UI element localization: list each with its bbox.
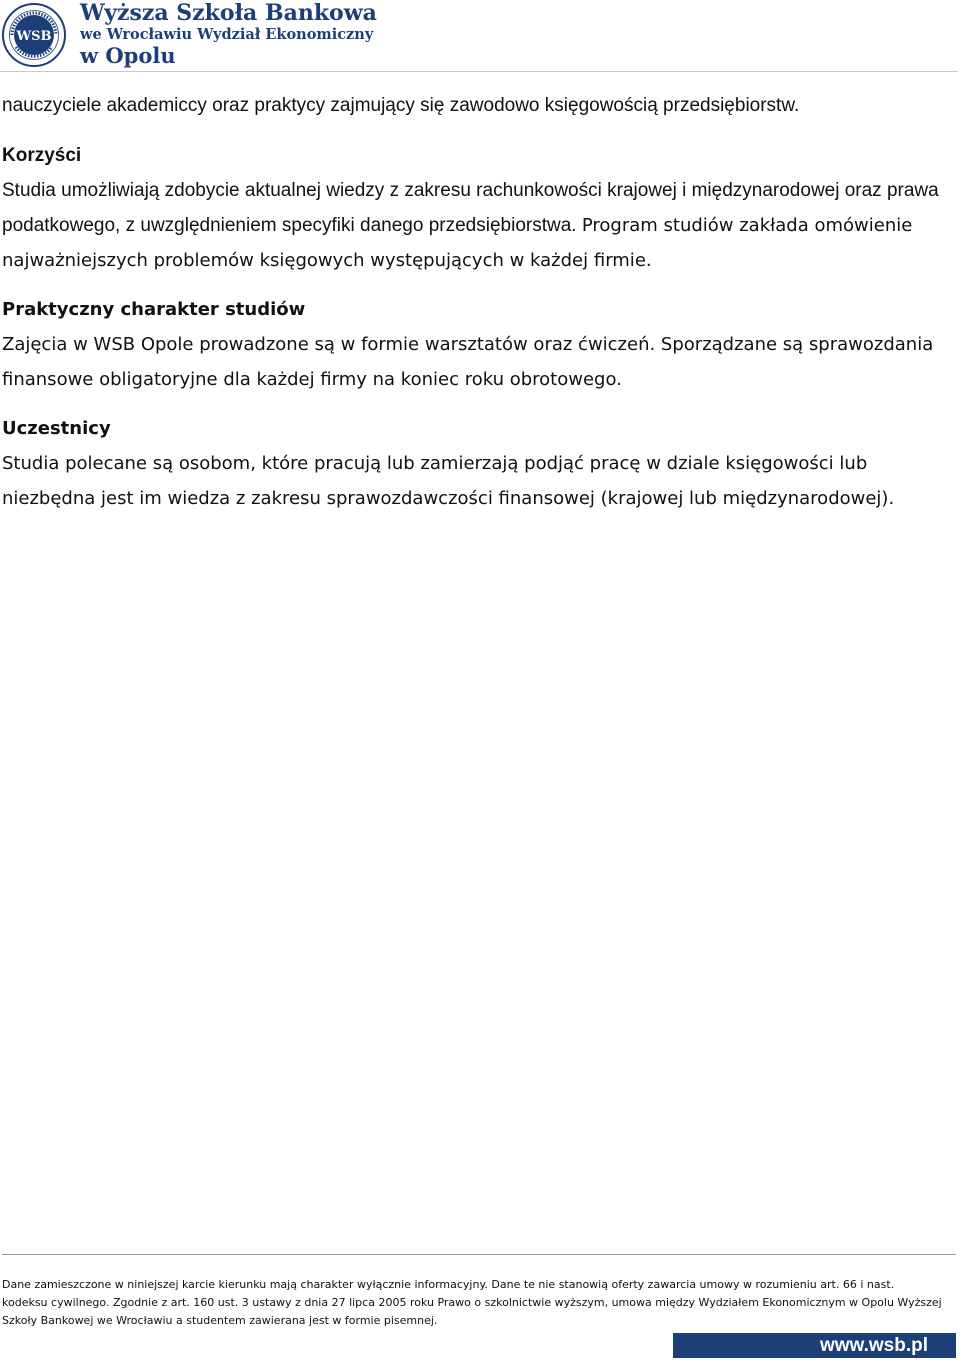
brand-line-2: we Wrocławiu Wydział Ekonomiczny	[80, 26, 374, 43]
section-heading-korzysci: Korzyści	[2, 145, 82, 166]
brand-line-3: w Opolu	[80, 43, 176, 68]
section-body-korzysci-part1: Studia umożliwiają zdobycie aktualnej wiedzy z zakresu rachunkowości krajowej i międzynarodowej oraz prawa podatkowego, z uwzględnieniem specyfiki danego przedsiębiorstwa.	[2, 180, 939, 236]
footer-disclaimer: Dane zamieszczone w niniejszej karcie kierunku mają charakter wyłącznie informacyjny. Dane te nie stanowią oferty zawarcia umowy w rozumieniu art. 66 i nast. kodeksu cywilnego. Zgodnie z art. 160 ust. 3 ustawy z dnia 27 lipca 2005 roku Prawo o szkolnictwie wyższym, umowa między Wydziałem Ekonomicznym w Opolu Wyższej Szkoły Bankowej we Wrocławiu a studentem zawierana jest w formie pisemnej.	[2, 1278, 942, 1327]
section-heading-praktyczny: Praktyczny charakter studiów	[2, 299, 306, 320]
section-heading-uczestnicy: Uczestnicy	[2, 418, 111, 439]
section-body-korzysci	[2, 173, 956, 278]
section-body-praktyczny: Zajęcia w WSB Opole prowadzone są w formie warsztatów oraz ćwiczeń. Sporządzane są sprawozdania finansowe obligatoryjne dla każdej firmy na koniec roku obrotowego.	[2, 334, 934, 390]
section-body-korzysci-part2: Program studiów zakłada omówienie najważniejszych problemów księgowych występujących w każdej firmie.	[2, 215, 913, 271]
header-divider	[0, 71, 958, 72]
website-url-banner[interactable]	[673, 1333, 956, 1358]
svg-text:WSB: WSB	[16, 29, 52, 44]
website-url[interactable]: www.wsb.pl	[819, 1335, 928, 1356]
main-content	[2, 88, 956, 516]
section-body-uczestnicy: Studia polecane są osobom, które pracują lub zamierzają podjąć pracę w dziale księgowości lub niezbędna jest im wiedza z zakresu sprawozdawczości finansowej (krajowej lub międzynarodowej).	[2, 453, 895, 509]
wsb-seal-logo	[2, 3, 66, 67]
intro-line: nauczyciele akademiccy oraz praktycy zajmujący się zawodowo księgowością przedsiębiorstw.	[2, 95, 800, 116]
brand-line-1: Wyższa Szkoła Bankowa	[80, 0, 377, 26]
footer-divider	[2, 1254, 956, 1255]
page-header	[0, 0, 960, 72]
